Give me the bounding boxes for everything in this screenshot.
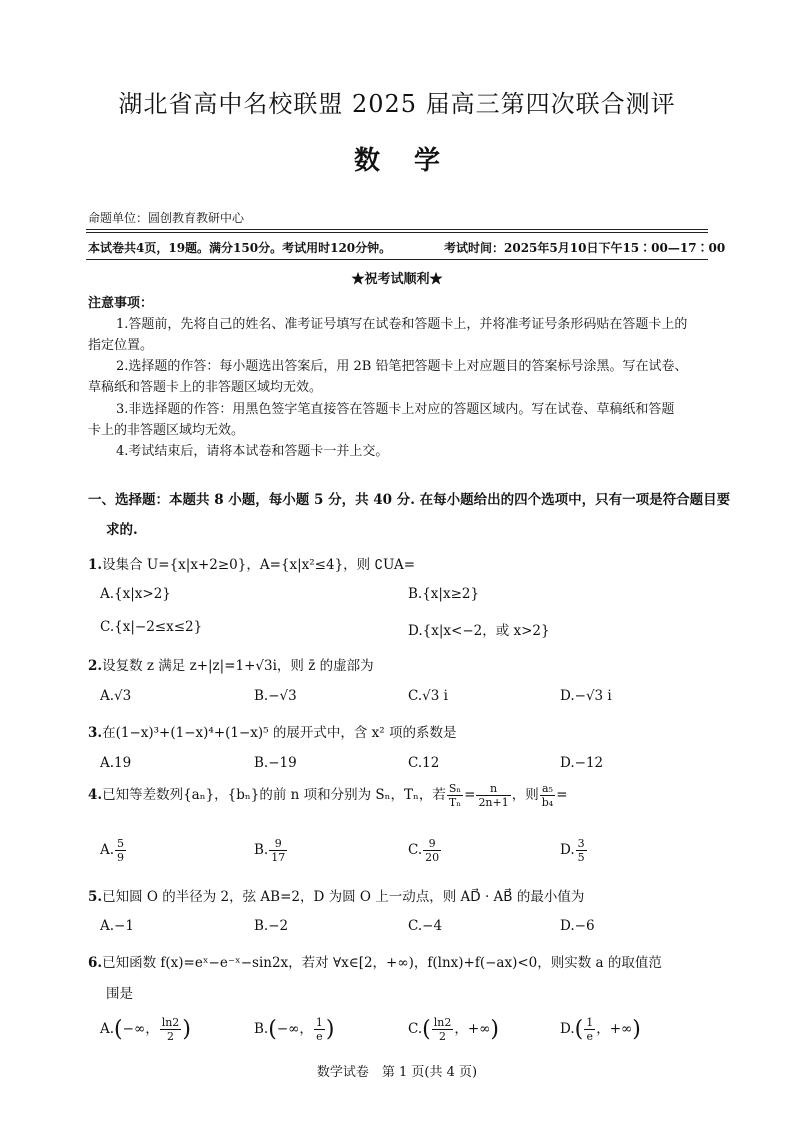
notice-item-3: 3.非选择题的作答：用黑色签字笔直接答在答题卡上对应的答题区域内。写在试卷、草稿纸和答题 — [116, 402, 675, 417]
q4-option-b[interactable]: B. $\frac{9}{17}$ — [254, 837, 286, 864]
question-2: 2.设复数 z 满足 z+|z|=1+√3i，则 z̄ 的虚部为 — [88, 658, 374, 674]
divider-top — [86, 229, 708, 230]
section-heading: 一、选择题：本题共 8 小题，每小题 5 分，共 40 分. 在每小题给出的四个选项中，只有一项是符合题目要 — [88, 492, 731, 508]
question-6-cont: 围是 — [106, 986, 133, 1002]
divider-mid — [86, 259, 708, 260]
fraction: $\frac{\text{Sₙ}}{\text{Tₙ}}$ — [448, 782, 462, 809]
q2-option-d[interactable]: D.−√3 i — [560, 688, 612, 704]
q6-option-d[interactable]: D.( $\frac{1}{e}$ ，+∞) — [560, 1016, 641, 1043]
q1-option-d[interactable]: D.{x|x<−2，或 x>2} — [408, 623, 550, 639]
question-4: 4.已知等差数列{aₙ}，{bₙ}的前 n 项和分别为 Sₙ，Tₙ，若 $\frac{\text{Sₙ}}{\text{Tₙ}}$ = $\frac{n}{2n+1}$ ，则 $\frac{\text{a₅}}{\text{b₄}}$ = — [88, 782, 568, 809]
q3-option-d[interactable]: D.−12 — [560, 755, 604, 771]
q1-option-a[interactable]: A.{x|x>2} — [100, 586, 171, 602]
fraction: $\frac{\text{a₅}}{\text{b₄}}$ — [541, 782, 554, 809]
q5-option-d[interactable]: D.−6 — [560, 918, 595, 934]
question-3: 3.在(1−x)³+(1−x)⁴+(1−x)⁵ 的展开式中，含 x² 项的系数是 — [88, 725, 457, 741]
q4-option-d[interactable]: D. $\frac{3}{5}$ — [560, 837, 585, 864]
question-1: 1.设集合 U={x|x+2≥0}，A={x|x²≤4}，则 ∁UA= — [88, 557, 416, 573]
subject-title: 数学 — [353, 146, 474, 176]
q4-option-a[interactable]: A. $\frac{5}{9}$ — [100, 837, 125, 864]
q3-option-b[interactable]: B.−19 — [254, 755, 297, 771]
page-footer: 数学试卷 第 1 页(共 4 页) — [316, 1065, 478, 1080]
q2-option-b[interactable]: B.−√3 — [254, 688, 297, 704]
blessing: ★祝考试顺利★ — [351, 272, 443, 287]
q5-option-c[interactable]: C.−4 — [408, 918, 443, 934]
q2-option-a[interactable]: A.√3 — [100, 688, 132, 704]
q3-option-c[interactable]: C.12 — [408, 755, 440, 771]
notice-item-3-cont: 卡上的非答题区域均无效。 — [88, 423, 245, 438]
notice-item-2-cont: 草稿纸和答题卡上的非答题区域均无效。 — [88, 380, 323, 395]
notice-item-4: 4.考试结束后，请将本试卷和答题卡一并上交。 — [116, 444, 389, 459]
question-6: 6.已知函数 f(x)=eˣ−e⁻ˣ−sin2x，若对 ∀x∈[2，+∞)，f(lnx)+f(−ax)<0，则实数 a 的取值范 — [88, 955, 662, 971]
q1-option-b[interactable]: B.{x|x≥2} — [408, 586, 480, 602]
question-5: 5.已知圆 O 的半径为 2，弦 AB=2，D 为圆 O 上一动点，则 AD⃗ · AB⃗ 的最小值为 — [88, 889, 585, 905]
q4-option-c[interactable]: C. $\frac{9}{20}$ — [408, 837, 440, 864]
source-line: 命题单位：圆创教育教研中心 — [88, 211, 245, 225]
notice-item-1-cont: 指定位置。 — [88, 338, 154, 353]
exam-title: 湖北省高中名校联盟 2025 届高三第四次联合测评 — [118, 90, 676, 118]
divider-top-2 — [86, 232, 708, 233]
notice-heading: 注意事项： — [88, 296, 154, 311]
q3-option-a[interactable]: A.19 — [100, 755, 132, 771]
q2-option-c[interactable]: C.√3 i — [408, 688, 448, 704]
section-heading-cont: 求的. — [106, 522, 138, 538]
q6-option-a[interactable]: A.(−∞， $\frac{\ln 2}{2}$ ) — [100, 1016, 191, 1043]
q5-option-a[interactable]: A.−1 — [100, 918, 134, 934]
q6-option-c[interactable]: C.( $\frac{\ln 2}{2}$ ，+∞) — [408, 1016, 499, 1043]
notice-item-1: 1.答题前，先将自己的姓名、准考证号填写在试卷和答题卡上，并将准考证号条形码贴在答题卡上的 — [116, 317, 688, 332]
fraction: $\frac{n}{2n+1}$ — [478, 782, 509, 809]
exam-info: 本试卷共4页，19题。满分150分。考试用时120分钟。 — [88, 241, 392, 255]
exam-time: 考试时间：2025年5月10日下午15∶00—17∶00 — [444, 241, 726, 255]
q6-option-b[interactable]: B.(−∞， $\frac{1}{e}$ ) — [254, 1016, 335, 1043]
q1-option-c[interactable]: C.{x|−2≤x≤2} — [100, 619, 203, 635]
q5-option-b[interactable]: B.−2 — [254, 918, 289, 934]
notice-item-2: 2.选择题的作答：每小题选出答案后，用 2B 铅笔把答题卡上对应题目的答案标号涂黑。写在试卷、 — [116, 359, 688, 374]
